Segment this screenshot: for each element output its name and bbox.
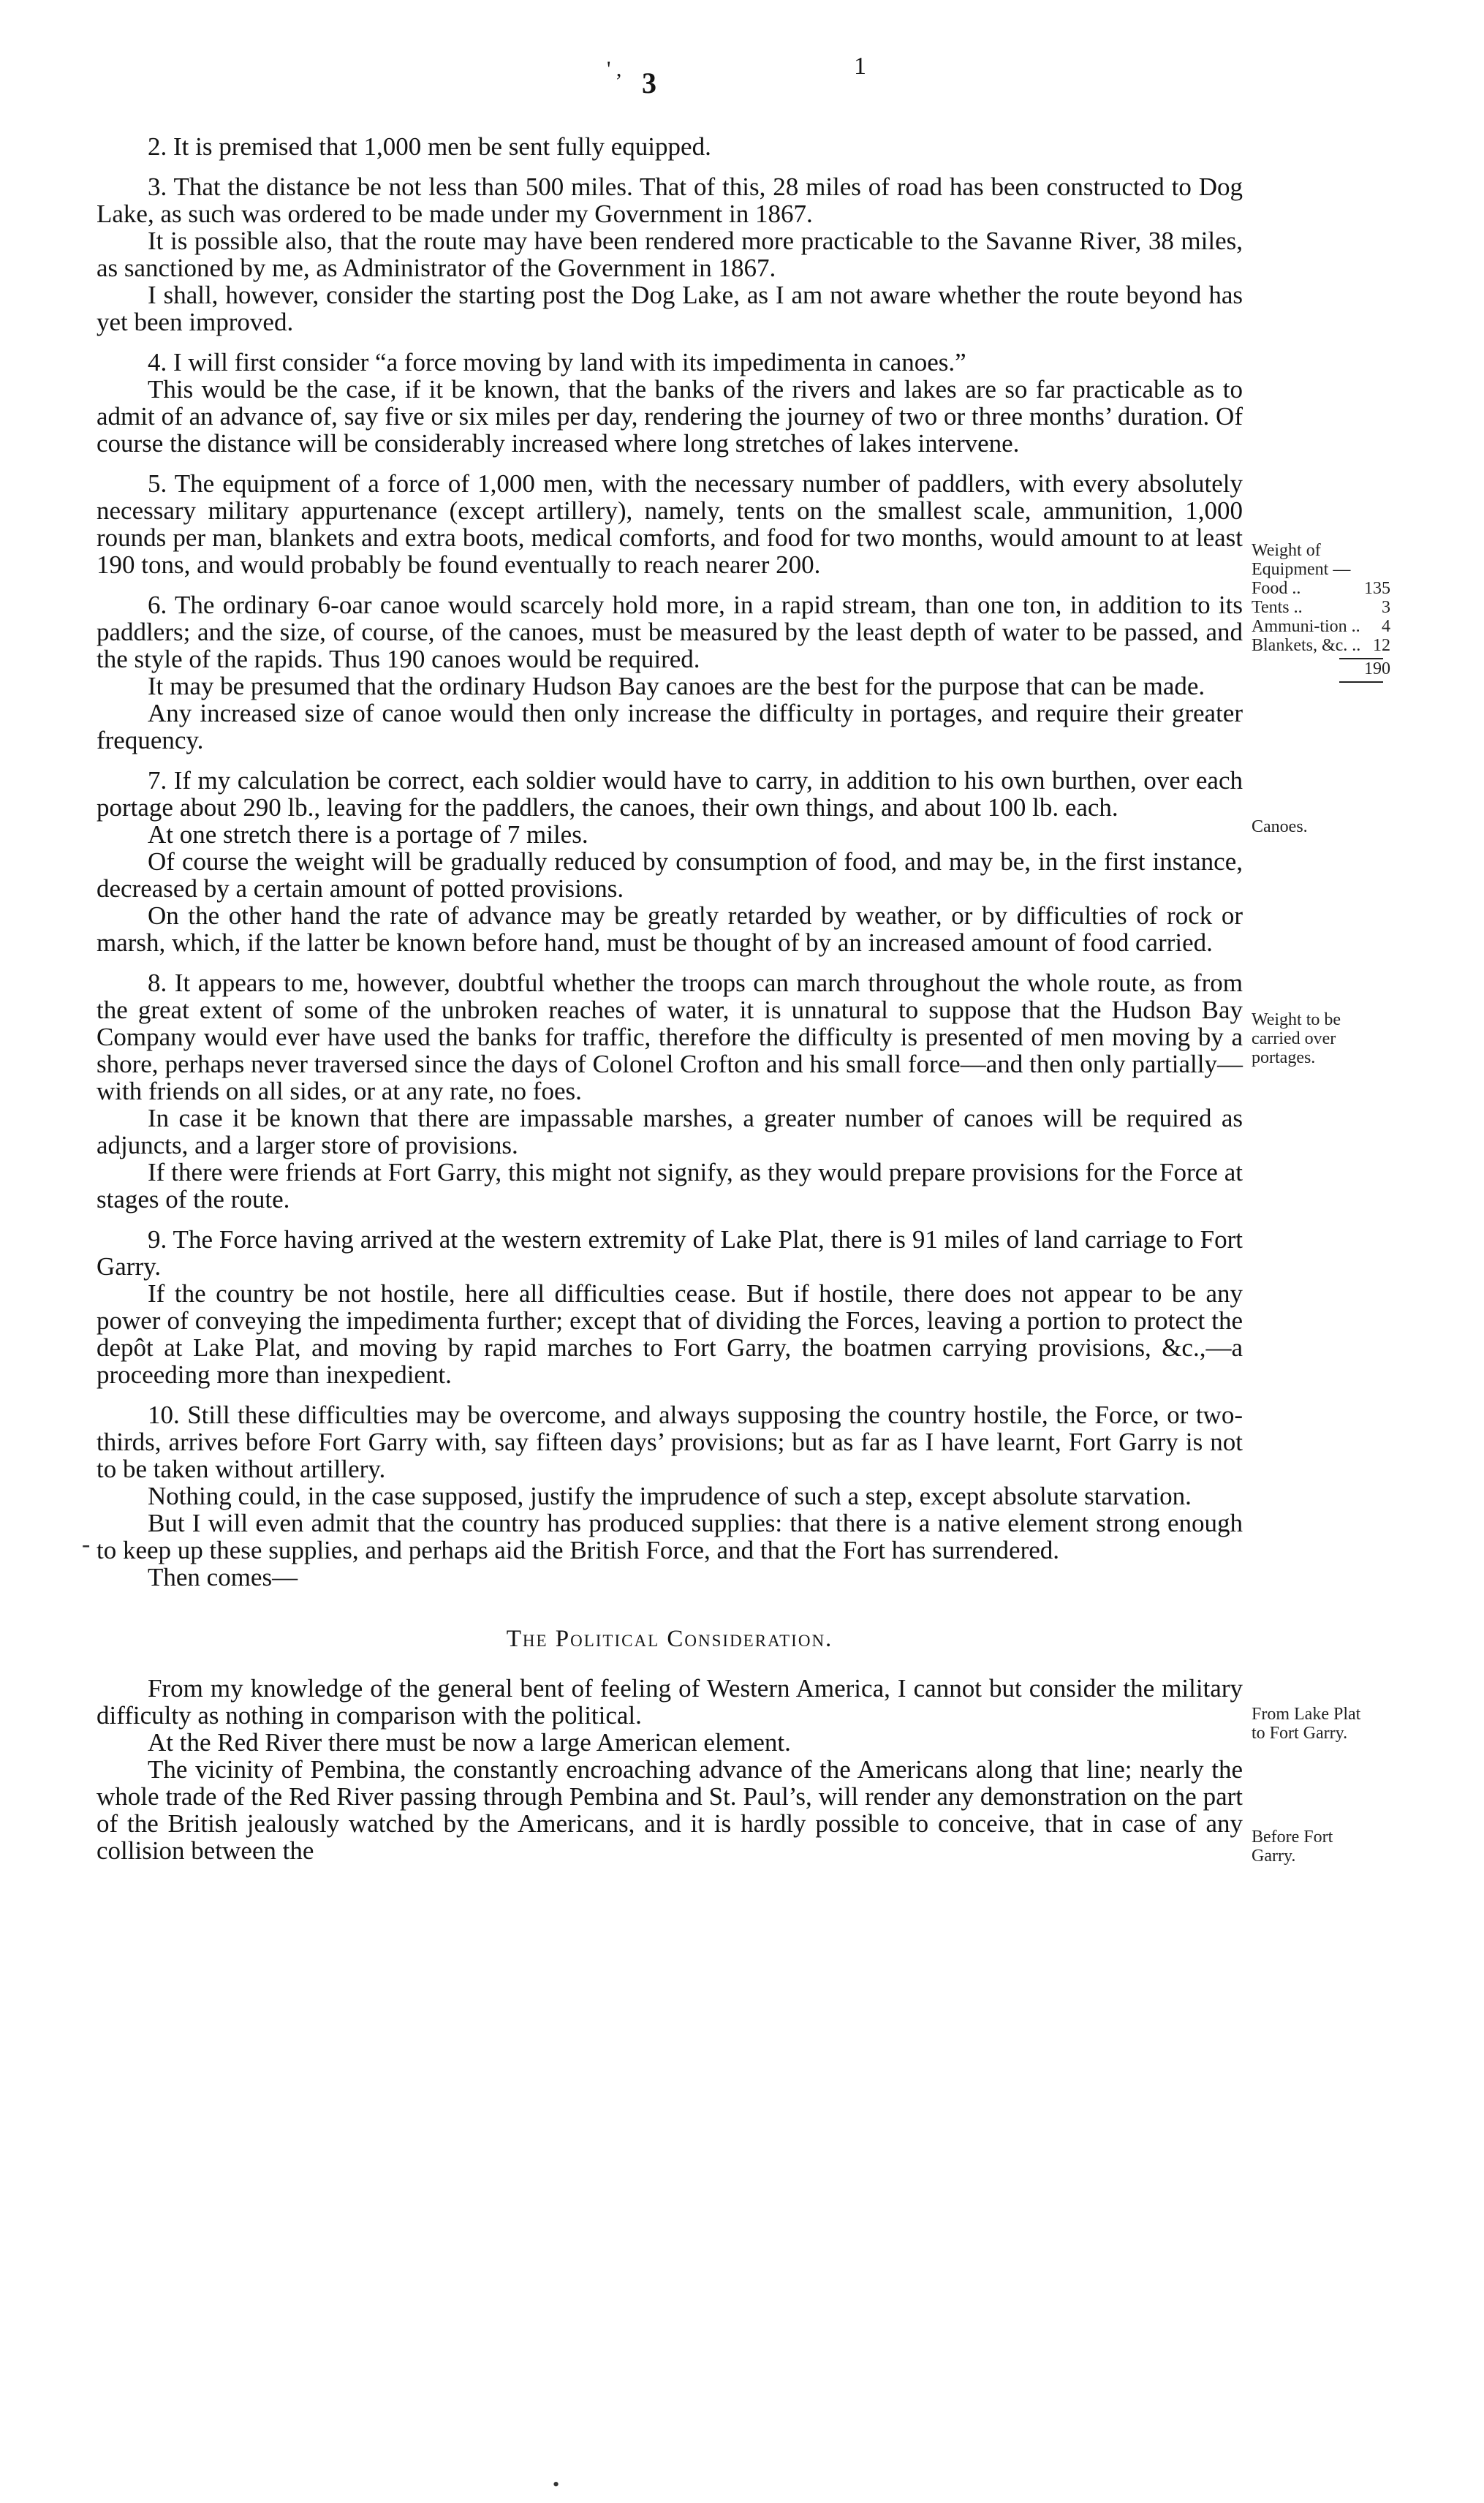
paragraph: I shall, however, consider the starting post the Dog Lake, as I am not aware whether the route beyond has yet been improved.: [96, 281, 1243, 336]
margin-total: 190: [1364, 659, 1390, 678]
stray-mark: 1: [854, 53, 866, 80]
paragraph: At one stretch there is a portage of 7 miles.: [148, 820, 588, 849]
paragraph-5: 5. The equipment of a force of 1,000 men, with the necessary number of paddlers, with every absolutely necessary military appurtenance (except artillery), namely, tents on the smallest scale, ammunition, 1,000 rounds per man, blankets and extra boots, medical comforts, and food for two months, would amount to at least 190 tons, and would probably be found eventually to reach nearer 200.: [96, 469, 1243, 579]
paragraph: It is possible also, that the route may have been rendered more practicable to the Savanne River, 38 miles, as sanctioned by me, as Administrator of the Government in 1867.: [96, 227, 1243, 282]
paragraph-10: 10. Still these difficulties may be overcome, and always supposing the country hostile, the Force, or two-thirds, arrives before Fort Garry with, say fifteen days’ provisions; but as far as I have learnt, Fort Garry is not to be taken without artillery.: [96, 1401, 1243, 1483]
margin-note-lake-plat: From Lake Plat to Fort Garry.: [1252, 1705, 1361, 1743]
margin-note-canoes: Canoes.: [1252, 817, 1308, 836]
margin-row: [1252, 636, 1390, 655]
stray-dash-mark: -: [82, 1531, 91, 1558]
paragraph: If the country be not hostile, here all difficulties cease. But if hostile, there does not appear to be any power of conveying the impedimenta further; except that of dividing the Forces, leaving a portion to protect the depôt at Lake Plat, and moving by rapid marches to Fort Garry, the boatmen carrying provisions, &c.,—a proceeding more than inexpedient.: [96, 1279, 1243, 1389]
paragraph-8: 8. It appears to me, however, doubtful whether the troops can march throughout the whole route, as from the great extent of some of the unbroken reaches of water, it is unnatural to suppose that the Hudson Bay Company would ever have used the banks for traffic, therefore the difficulty is presented of men moving by a shore, perhaps never traversed since the days of Colonel Crofton and his small force—and then only partially—with friends on all sides, or at any rate, no foes.: [96, 969, 1243, 1105]
margin-note-portages: Weight to be carried over portages.: [1252, 1010, 1341, 1067]
paragraph: On the other hand the rate of advance may be greatly retarded by weather, or by difficulties of rock or marsh, which, if the latter be known before hand, must be thought of by an increased amount of food carried.: [96, 901, 1243, 957]
paragraph-3: 3. That the distance be not less than 500 miles. That of this, 28 miles of road has been constructed to Dog Lake, as such was ordered to be made under my Government in 1867.: [96, 173, 1243, 228]
paragraph: It may be presumed that the ordinary Hudson Bay canoes are the best for the purpose that can be made.: [148, 672, 1205, 700]
stray-mark: ' ,: [607, 57, 622, 81]
margin-row-label: Blankets, &c. ..: [1252, 636, 1361, 655]
sum-rule: [1339, 681, 1383, 683]
margin-row-value: 135: [1364, 579, 1390, 598]
margin-row: [1252, 598, 1390, 617]
body-text: [96, 133, 1243, 1864]
paragraph-7: 7. If my calculation be correct, each soldier would have to carry, in addition to his own burthen, over each portage about 290 lb., leaving for the paddlers, the canoes, their own things, and about 100 lb. each.: [96, 766, 1243, 822]
paragraph: From my knowledge of the general bent of feeling of Western America, I cannot but consider the military difficulty as nothing in comparison with the political.: [96, 1674, 1243, 1730]
paragraph: If there were friends at Fort Garry, this might not signify, as they would prepare provisions for the Force at stages of the route.: [96, 1158, 1243, 1213]
paragraph: Then comes—: [148, 1563, 298, 1591]
paragraph-2: 2. It is premised that 1,000 men be sent fully equipped.: [148, 132, 711, 161]
paragraph-9: 9. The Force having arrived at the western extremity of Lake Plat, there is 91 miles of land carriage to Fort Garry.: [96, 1225, 1243, 1281]
paragraph: Nothing could, in the case supposed, justify the imprudence of such a step, except absolute starvation.: [148, 1482, 1192, 1510]
margin-row: [1252, 617, 1390, 636]
margin-note-before-fort: Before Fort Garry.: [1252, 1828, 1333, 1866]
margin-weight-title: Weight of Equipment —: [1252, 541, 1351, 579]
page-number: 3: [642, 67, 656, 99]
margin-row-label: Tents ..: [1252, 598, 1303, 617]
margin-row-label: Ammuni-tion ..: [1252, 617, 1360, 636]
paragraph: But I will even admit that the country has produced supplies: that there is a native element strong enough to keep up these supplies, and perhaps aid the British Force, and that the Fort has surrendered.: [96, 1509, 1243, 1564]
margin-row: [1252, 579, 1390, 598]
section-heading: The Political Consideration.: [506, 1626, 833, 1652]
paragraph: Any increased size of canoe would then only increase the difficulty in portages, and require their greater frequency.: [96, 699, 1243, 754]
paragraph: At the Red River there must be now a large American element.: [148, 1728, 791, 1757]
stray-dot-mark: •: [553, 2474, 560, 2495]
margin-row-value: 3: [1382, 598, 1390, 617]
margin-row-value: 4: [1382, 617, 1390, 636]
paragraph-4: 4. I will first consider “a force moving by land with its impedimenta in canoes.”: [148, 348, 966, 376]
paragraph: Of course the weight will be gradually reduced by consumption of food, and may be, in the first instance, decreased by a certain amount of potted provisions.: [96, 847, 1243, 903]
paragraph: In case it be known that there are impassable marshes, a greater number of canoes will be required as adjuncts, and a larger store of provisions.: [96, 1104, 1243, 1159]
margin-note-weight: [1252, 541, 1390, 683]
paragraph-6: 6. The ordinary 6-oar canoe would scarcely hold more, in a rapid stream, than one ton, in addition to its paddlers; and the size, of course, of the canoes, must be measured by the least depth of water to be passed, and the style of the rapids. Thus 190 canoes would be required.: [96, 591, 1243, 673]
paragraph: This would be the case, if it be known, that the banks of the rivers and lakes are so far practicable as to admit of an advance of, say five or six miles per day, rendering the journey of two or three months’ duration. Of course the distance will be considerably increased where long stretches of lakes intervene.: [96, 375, 1243, 458]
margin-row-value: 12: [1373, 636, 1390, 655]
margin-row-label: Food ..: [1252, 579, 1301, 598]
paragraph: The vicinity of Pembina, the constantly encroaching advance of the Americans along that line; nearly the whole trade of the Red River passing through Pembina and St. Paul’s, will render any demonstration on the part of the British jealously watched by the Americans, and it is hardly possible to conceive, that in case of any collision between the: [96, 1755, 1243, 1865]
